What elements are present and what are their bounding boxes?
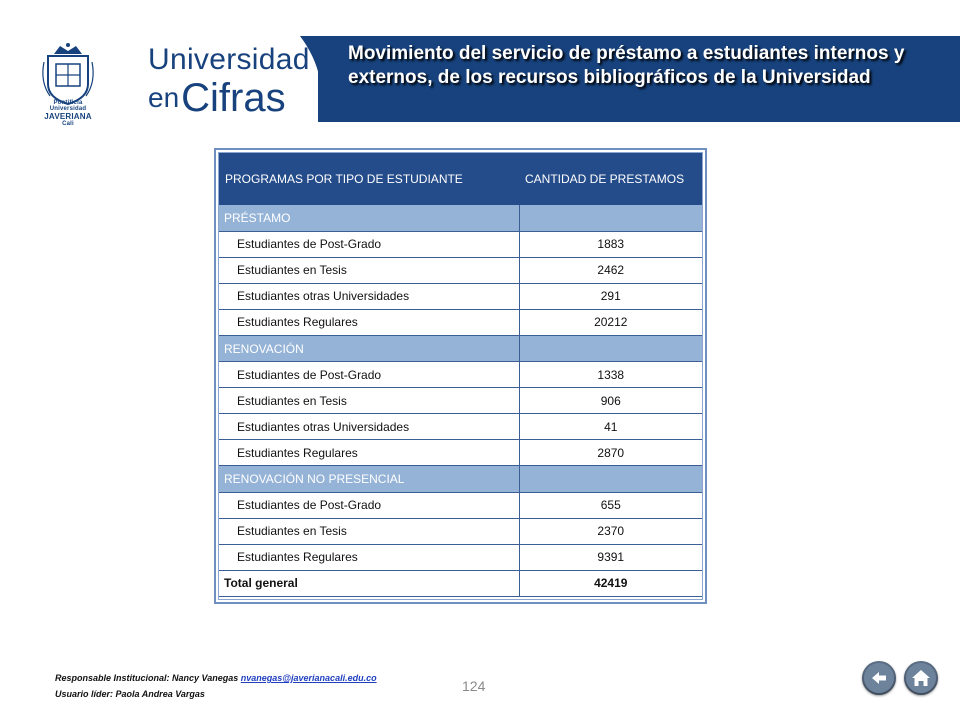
row-value: 655 [519,492,702,518]
brand-universidad: Universidad [148,43,310,76]
row-value: 291 [519,283,702,309]
home-button[interactable] [904,661,938,695]
row-label: Estudiantes Regulares [219,544,519,570]
row-label: Estudiantes en Tesis [219,257,519,283]
footer-email-link[interactable]: nvanegas@javerianacali.edu.co [240,673,377,683]
page-title: Movimiento del servicio de préstamo a estudiantes internos y externos, de los recursos bibliográficos de la Universidad [348,43,905,88]
row-label: Estudiantes de Post-Grado [219,362,519,388]
footer-responsible [55,670,377,686]
row-value: 20212 [519,309,702,335]
row-value: 2370 [519,518,702,544]
back-button[interactable] [862,661,896,695]
row-label: Estudiantes en Tesis [219,518,519,544]
table-row [219,231,702,257]
total-label: Total general [219,570,519,596]
row-value: 1338 [519,362,702,388]
row-label: Estudiantes Regulares [219,440,519,466]
row-value: 2870 [519,440,702,466]
row-value: 906 [519,388,702,414]
table-row [219,544,702,570]
section-value [519,335,702,361]
table-row [219,309,702,335]
table-row [219,283,702,309]
section-value [519,466,702,492]
section-row-renovacion [219,335,702,361]
table-row [219,518,702,544]
section-row-prestamo [219,205,702,231]
table-row [219,492,702,518]
header-banner [0,36,960,127]
table-header-row [219,153,702,205]
row-value: 1883 [519,231,702,257]
table-row [219,362,702,388]
row-value: 2462 [519,257,702,283]
home-icon [904,661,938,695]
loans-table-frame [214,148,707,604]
row-label: Estudiantes de Post-Grado [219,492,519,518]
col-header-quantity: CANTIDAD DE PRESTAMOS [519,153,702,205]
crest-caption [38,100,98,127]
crest-caption-city: Cali [62,121,74,127]
total-value: 42419 [519,570,702,596]
table-row [219,388,702,414]
brand-panel [0,36,318,127]
table-row [219,414,702,440]
table-row [219,440,702,466]
loans-table-container [218,152,703,600]
table-row [219,257,702,283]
brand-en-cifras [148,76,286,121]
row-label: Estudiantes otras Universidades [219,283,519,309]
section-value [519,205,702,231]
footer-credits [55,670,377,702]
loans-table [219,153,702,597]
row-value: 41 [519,414,702,440]
row-value: 9391 [519,544,702,570]
page-number: 124 [462,678,486,694]
section-label: PRÉSTAMO [219,205,519,231]
section-row-renovacion-no-presencial [219,466,702,492]
back-arrow-icon [862,661,896,695]
total-row [219,570,702,596]
brand-cifras: Cifras [181,76,286,120]
crest-caption-small: Pontificia Universidad [49,100,87,112]
footer-leader: Usuario líder: Paola Andrea Vargas [55,689,205,699]
col-header-programs: PROGRAMAS POR TIPO DE ESTUDIANTE [219,153,519,205]
section-label: RENOVACIÓN NO PRESENCIAL [219,466,519,492]
row-label: Estudiantes otras Universidades [219,414,519,440]
footer-responsible-label: Responsable Institucional: Nancy Vanegas [55,673,239,683]
crest-caption-big: JAVERIANA [44,112,92,121]
row-label: Estudiantes Regulares [219,309,519,335]
section-label: RENOVACIÓN [219,335,519,361]
row-label: Estudiantes de Post-Grado [219,231,519,257]
row-label: Estudiantes en Tesis [219,388,519,414]
brand-en: en [148,82,180,113]
